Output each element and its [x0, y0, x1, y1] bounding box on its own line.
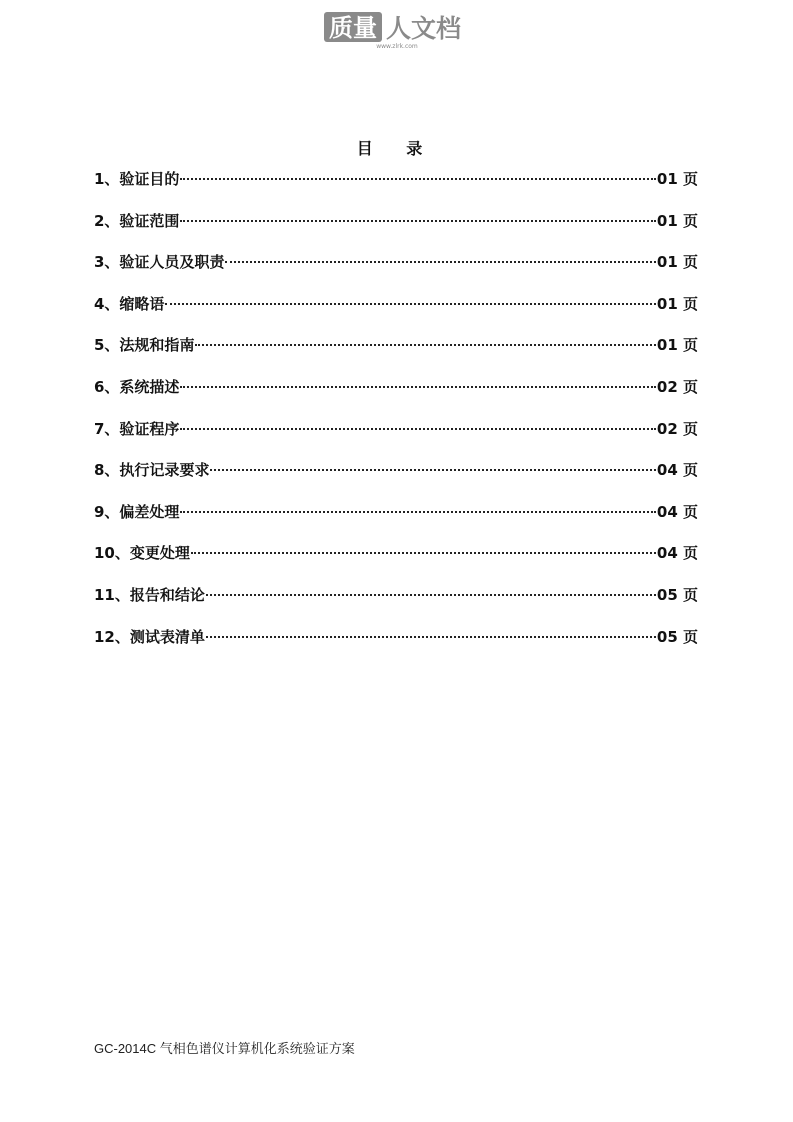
- toc-row[interactable]: [94, 418, 698, 460]
- toc-item-page: 01 页: [656, 211, 698, 230]
- toc-dot-leader: [165, 303, 655, 305]
- logo-text: 人文档: [386, 14, 462, 43]
- logo-boxed-text: 质量: [329, 14, 377, 42]
- toc-row[interactable]: [94, 584, 698, 626]
- toc-row[interactable]: [94, 459, 698, 501]
- toc-item-page: 02 页: [656, 419, 698, 438]
- toc-dot-leader: [225, 261, 655, 263]
- toc-row[interactable]: [94, 251, 698, 293]
- toc-row[interactable]: [94, 542, 698, 584]
- toc-item-label: 12、测试表清单: [94, 627, 205, 646]
- toc-item-label: 9、偏差处理: [94, 502, 180, 521]
- toc-row[interactable]: [94, 334, 698, 376]
- toc-row[interactable]: [94, 626, 698, 668]
- toc-item-page: 04 页: [656, 502, 698, 521]
- toc-row[interactable]: [94, 293, 698, 335]
- toc-item-page: 01 页: [656, 253, 698, 272]
- toc-item-label: 1、验证目的: [94, 170, 180, 188]
- toc-item-label: 7、验证程序: [94, 419, 180, 438]
- toc-item-page: 01 页: [656, 336, 698, 355]
- toc-dot-leader: [191, 552, 656, 554]
- toc-item-label: 3、验证人员及职责: [94, 253, 225, 272]
- toc-item-page: 04 页: [656, 544, 698, 563]
- toc-item-page: 01 页: [656, 170, 698, 188]
- toc-dot-leader: [180, 428, 655, 430]
- toc-dot-leader: [180, 220, 655, 222]
- toc-item-label: 6、系统描述: [94, 377, 180, 396]
- toc-item-label: 5、法规和指南: [94, 336, 195, 355]
- toc-row[interactable]: [94, 168, 698, 210]
- toc-dot-leader: [210, 469, 655, 471]
- toc-row[interactable]: [94, 501, 698, 543]
- toc-item-page: 02 页: [656, 377, 698, 396]
- toc-dot-leader: [180, 511, 655, 513]
- toc-item-page: 01 页: [656, 294, 698, 313]
- toc-dot-leader: [206, 636, 656, 638]
- table-of-contents: [94, 168, 698, 667]
- footer-document-title: GC-2014C 气相色谱仪计算机化系统验证方案: [94, 1041, 355, 1056]
- site-logo: [322, 10, 472, 50]
- toc-item-label: 2、验证范围: [94, 211, 180, 230]
- toc-item-page: 04 页: [656, 461, 698, 480]
- logo-url: www.zlrk.com: [376, 43, 418, 50]
- toc-item-page: 05 页: [656, 627, 698, 646]
- toc-item-label: 11、报告和结论: [94, 585, 205, 604]
- toc-dot-leader: [206, 594, 656, 596]
- toc-item-label: 10、变更处理: [94, 544, 190, 563]
- toc-item-label: 8、执行记录要求: [94, 461, 210, 480]
- toc-dot-leader: [195, 344, 655, 346]
- toc-row[interactable]: [94, 210, 698, 252]
- toc-row[interactable]: [94, 376, 698, 418]
- toc-dot-leader: [180, 386, 655, 388]
- toc-dot-leader: [180, 178, 655, 180]
- toc-item-page: 05 页: [656, 585, 698, 604]
- toc-item-label: 4、缩略语: [94, 294, 165, 313]
- toc-title: 目 录: [356, 139, 437, 158]
